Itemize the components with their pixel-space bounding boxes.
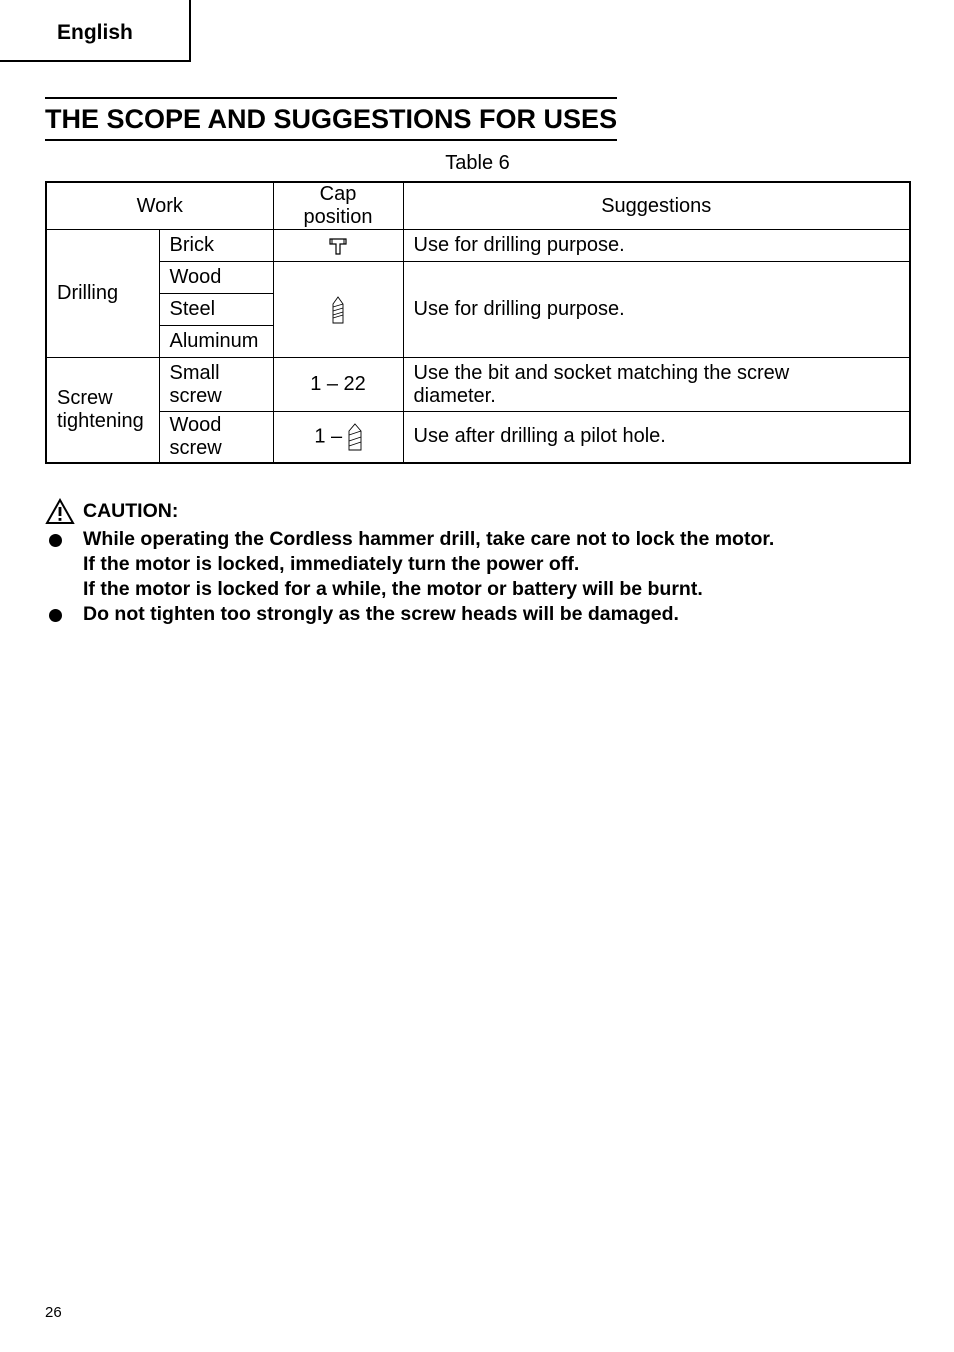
cap-cell — [273, 262, 403, 358]
language-label: English — [57, 21, 133, 44]
material-cell: Steel — [159, 294, 273, 326]
caution-item — [45, 602, 925, 627]
cap-cell: 1 – 22 — [273, 358, 403, 412]
table-row — [46, 262, 910, 294]
table-header-row — [46, 182, 910, 230]
caution-line: While operating the Cordless hammer drill, take care not to lock the motor. — [83, 528, 775, 550]
suggestion-cell: Use for drilling purpose. — [403, 262, 910, 358]
suggestion-cell — [403, 358, 910, 412]
scope-table — [45, 181, 911, 464]
header-suggestions: Suggestions — [403, 182, 910, 230]
suggestion-cell: Use after drilling a pilot hole. — [403, 412, 910, 463]
header-work: Work — [46, 182, 273, 230]
cap-cell — [273, 412, 403, 463]
table-row — [46, 358, 910, 412]
table-row — [46, 412, 910, 463]
hammer-icon — [329, 237, 347, 255]
material-cell: Wood — [159, 262, 273, 294]
suggestion-line: diameter. — [413, 384, 496, 407]
material-line: Small — [169, 361, 220, 384]
page-number: 26 — [45, 1304, 62, 1321]
work-drilling: Drilling — [46, 230, 159, 358]
material-cell: Aluminum — [159, 326, 273, 358]
caution-block — [45, 495, 925, 627]
caution-item — [45, 527, 925, 602]
drill-bit-icon — [348, 423, 362, 451]
header-cap-position: Cap position — [273, 182, 403, 230]
table-caption: Table 6 — [445, 152, 510, 174]
drill-bit-icon — [332, 296, 344, 324]
material-cell — [159, 358, 273, 412]
bullet-icon — [49, 534, 62, 547]
warning-triangle-icon — [45, 498, 75, 525]
caution-line: If the motor is locked, immediately turn the power off. — [83, 553, 580, 575]
material-line: screw — [169, 384, 222, 407]
material-cell: Brick — [159, 230, 273, 262]
suggestion-cell: Use for drilling purpose. — [403, 230, 910, 262]
caution-line: Do not tighten too strongly as the screw heads will be damaged. — [83, 603, 679, 625]
caution-heading — [45, 495, 925, 527]
work-line: Screw — [57, 386, 113, 409]
caution-line: If the motor is locked for a while, the motor or battery will be burnt. — [83, 578, 703, 600]
suggestion-line: Use the bit and socket matching the screw — [413, 361, 790, 384]
cap-cell — [273, 230, 403, 262]
work-screw-tightening — [46, 358, 159, 463]
cap-text: 1 – — [314, 425, 343, 448]
material-line: Wood — [169, 413, 222, 436]
section-title: THE SCOPE AND SUGGESTIONS FOR USES — [45, 97, 617, 141]
material-cell — [159, 412, 273, 463]
work-line: tightening — [57, 409, 144, 432]
table-row — [46, 230, 910, 262]
bullet-icon — [49, 609, 62, 622]
language-tab — [0, 0, 191, 62]
caution-label: CAUTION: — [83, 499, 179, 522]
material-line: screw — [169, 436, 222, 459]
